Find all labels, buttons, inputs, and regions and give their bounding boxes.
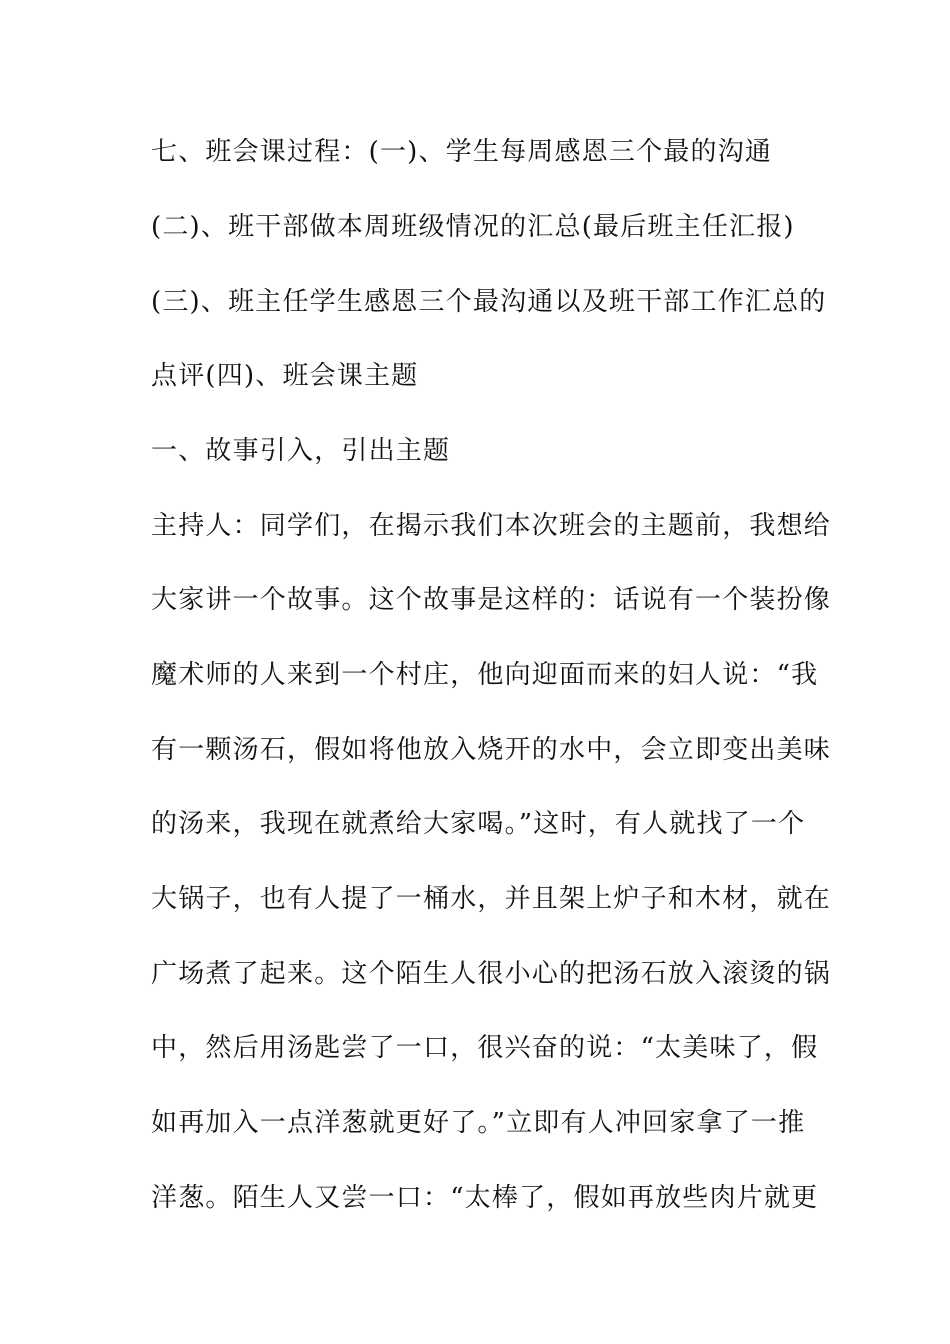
text-line: (三)、班主任学生感恩三个最沟通以及班干部工作汇总的 [151,287,827,317]
text-line: 如再加入一点洋葱就更好了。”立即有人冲回家拿了一推 [151,1108,806,1138]
text-line: 七、班会课过程：(一)、学生每周感恩三个最的沟通 [151,137,773,167]
text-line: 大家讲一个故事。这个故事是这样的：话说有一个装扮像 [151,585,832,615]
text-line: 的汤来，我现在就煮给大家喝。”这时，有人就找了一个 [151,809,806,839]
text-line: 有一颗汤石，假如将他放入烧开的水中，会立即变出美味 [151,735,832,765]
text-line: 大锅子，也有人提了一桶水，并且架上炉子和木材，就在 [151,884,832,914]
text-line: 一、故事引入，引出主题 [151,436,451,466]
text-line: 主持人：同学们，在揭示我们本次班会的主题前，我想给 [151,511,832,541]
text-line: 中，然后用汤匙尝了一口，很兴奋的说：“太美味了，假 [151,1033,819,1063]
text-line: 洋葱。陌生人又尝一口：“太棒了，假如再放些肉片就更 [151,1183,819,1213]
text-line: 广场煮了起来。这个陌生人很小心的把汤石放入滚烫的锅 [151,959,832,989]
text-line: (二)、班干部做本周班级情况的汇总(最后班主任汇报) [151,212,795,242]
text-line: 点评(四)、班会课主题 [151,361,419,391]
text-line: 魔术师的人来到一个村庄，他向迎面而来的妇人说：“我 [151,660,819,690]
